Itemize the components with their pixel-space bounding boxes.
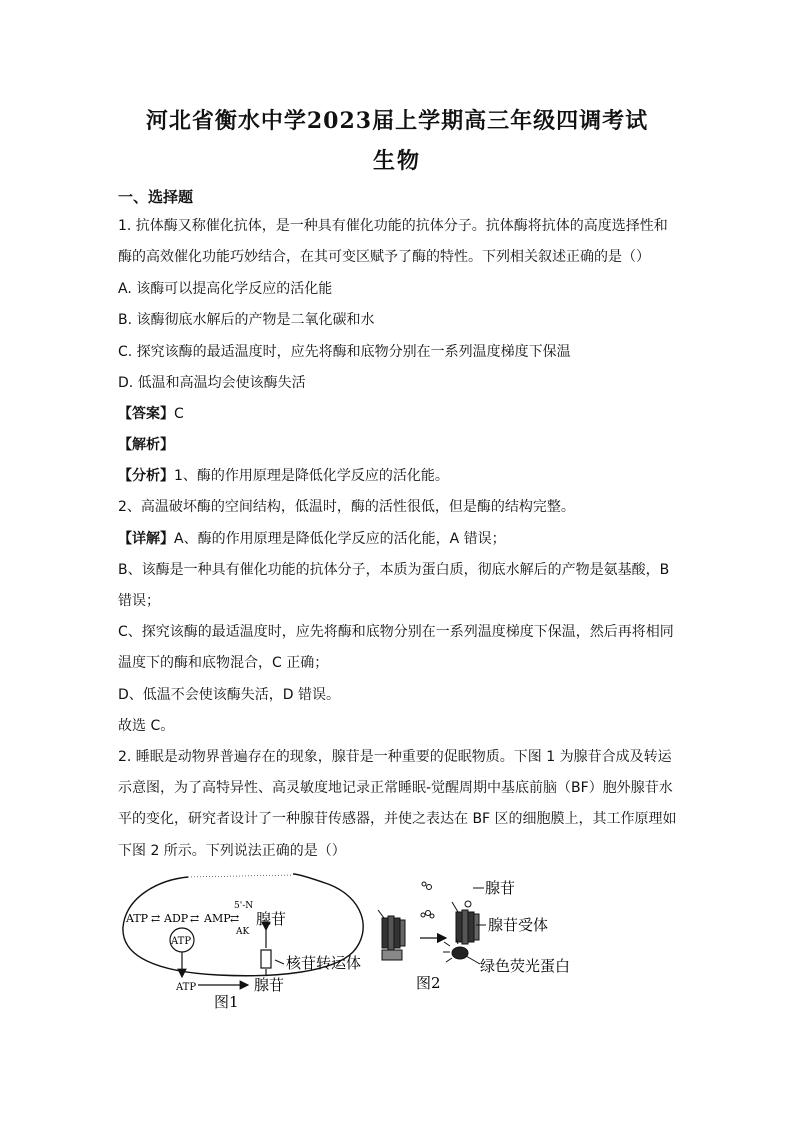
q1-detail-c2: 温度下的酶和底物混合，C 正确； xyxy=(118,655,329,671)
adp-label: ADP xyxy=(164,912,189,925)
q1-fenxi-1: 【分析】1、酶的作用原理是降低化学反应的活化能。 xyxy=(118,468,449,484)
q1-detail-b1: B、该酶是一种具有催化功能的抗体分子，本质为蛋白质，彻底水解后的产物是氨基酸，B xyxy=(118,562,670,578)
figure-2-diagram xyxy=(368,880,608,1010)
q2-line4: 下图 2 所示。下列说法正确的是（） xyxy=(118,843,346,859)
q1-detail-c1: C、探究该酶的最适温度时，应先将酶和底物分别在一系列温度梯度下保温，然后再将相同 xyxy=(118,624,674,640)
figure-1-caption: 图1 xyxy=(214,993,239,1011)
q1-answer xyxy=(118,404,184,424)
adenosine-inner-label: 腺苷 xyxy=(256,910,287,928)
enzyme-5n-label: 5'-N xyxy=(234,901,254,911)
svg-text:⇄: ⇄ xyxy=(151,912,161,925)
q1-detail-a: 【详解】A、酶的作用原理是降低化学反应的活化能，A 错误； xyxy=(118,531,506,547)
receptor-label: 腺苷受体 xyxy=(488,916,549,934)
q2-line3: 平的变化，研究者设计了一种腺苷传感器，并使之表达在 BF 区的细胞膜上，其工作原理如 xyxy=(118,811,677,827)
q1-analysis-tag: 【解析】 xyxy=(118,437,174,453)
svg-text:⇄: ⇄ xyxy=(190,912,200,925)
q1-detail-b2: 错误； xyxy=(118,593,160,609)
answer-value: C xyxy=(174,406,184,422)
q1-conclusion: 故选 C。 xyxy=(118,718,175,734)
q2-line1: 2. 睡眠是动物界普遍存在的现象，腺苷是一种重要的促眠物质。下图 1 为腺苷合成及转运 xyxy=(118,749,672,765)
q1-option-a: A. 该酶可以提高化学反应的活化能 xyxy=(118,281,333,297)
receptor-active xyxy=(452,901,479,944)
atp-circle-label: ATP xyxy=(171,936,192,947)
section-heading: 一、选择题 xyxy=(118,188,194,206)
gfp-label: 绿色荧光蛋白 xyxy=(480,957,571,975)
adenosine-molecules xyxy=(421,882,434,918)
adenosine-outer-label: 腺苷 xyxy=(254,976,285,994)
enzyme-ak-label: AK xyxy=(236,927,250,937)
svg-text:⇄: ⇄ xyxy=(230,912,240,925)
page-title: 河北省衡水中学2023届上学期高三年级四调考试 xyxy=(145,108,649,134)
q1-option-c: C. 探究该酶的最适温度时，应先将酶和底物分别在一系列温度梯度下保温 xyxy=(118,344,571,360)
receptor-inactive xyxy=(378,910,405,960)
subject-title: 生物 xyxy=(372,148,421,174)
atp-label: ATP xyxy=(126,912,149,925)
q1-option-b: B. 该酶彻底水解后的产物是二氧化碳和水 xyxy=(118,312,375,328)
q1-detail-d: D、低温不会使该酶失活，D 错误。 xyxy=(118,687,341,703)
transporter-label: 核苷转运体 xyxy=(286,954,362,972)
atp-out-label: ATP xyxy=(176,982,197,993)
fenxi-tag: 【分析】 xyxy=(118,468,174,484)
q1-fenxi-2: 2、高温破坏酶的空间结构，低温时，酶的活性很低，但是酶的结构完整。 xyxy=(118,499,575,515)
q2-line2: 示意图，为了高特异性、高灵敏度地记录正常睡眠-觉醒周期中基底前脑（BF）胞外腺苷水 xyxy=(118,780,673,796)
q1-option-d: D. 低温和高温均会使该酶失活 xyxy=(118,375,306,391)
detail-tag: 【详解】 xyxy=(118,531,174,547)
answer-tag: 【答案】 xyxy=(118,406,174,422)
q1-stem-line2: 酶的高效催化功能巧妙结合，在其可变区赋予了酶的特性。下列相关叙述正确的是（） xyxy=(118,249,650,265)
amp-label: AMP xyxy=(204,912,231,925)
adenosine-label: 腺苷 xyxy=(485,880,516,897)
figure-2-caption: 图2 xyxy=(416,974,441,992)
nucleoside-transporter xyxy=(261,950,271,968)
q1-stem-line1: 1. 抗体酶又称催化抗体，是一种具有催化功能的抗体分子。抗体酶将抗体的高度选择性和 xyxy=(118,218,668,234)
